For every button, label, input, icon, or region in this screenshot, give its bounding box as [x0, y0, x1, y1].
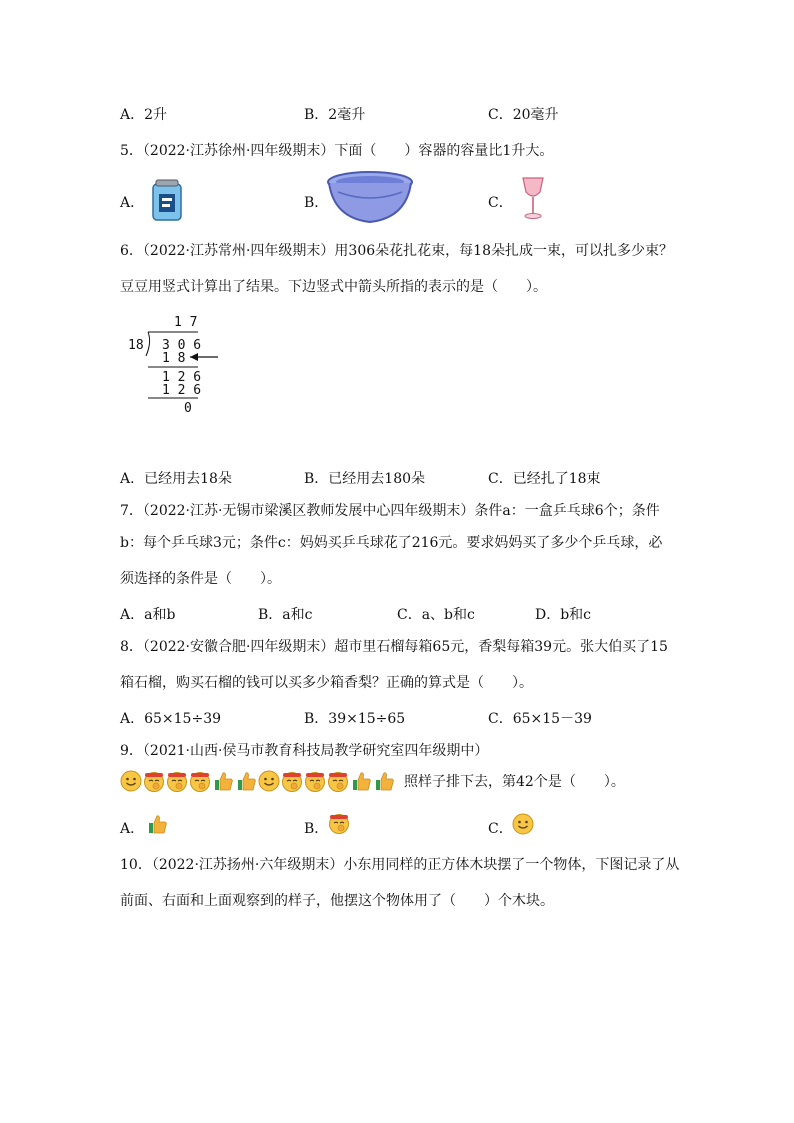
q8-stem-line2: 箱石榴，购买石榴的钱可以买多少箱香梨？正确的算式是（ ）。: [120, 675, 533, 691]
thinking-face-icon: [304, 770, 326, 792]
thumbs-up-icon: [350, 770, 372, 792]
q7-stem-line3: 须选择的条件是（ ）。: [120, 571, 281, 587]
q5-option-b-label[interactable]: B．: [304, 195, 329, 211]
q10-stem-line1: 10．（2022·江苏扬州·六年级期末）小东用同样的正方体木块摆了一个物体，下图记录了从: [120, 857, 680, 873]
q7-option-c[interactable]: C．a、b和c: [397, 607, 475, 623]
q6-option-a[interactable]: A．已经用去18朵: [120, 471, 232, 487]
remainder: 0: [184, 401, 192, 416]
q7-option-b[interactable]: B．a和c: [258, 607, 313, 623]
smile-icon: [258, 770, 280, 792]
wine-glass-icon: [520, 176, 546, 222]
q10-stem-line2: 前面、右面和上面观察到的样子，他摆这个物体用了（ ）个木块。: [120, 893, 554, 909]
thinking-face-icon: [166, 770, 188, 792]
smile-icon: [120, 770, 142, 792]
thinking-face-icon: [143, 770, 165, 792]
q8-option-c[interactable]: C．65×15－39: [488, 711, 592, 727]
q5-option-c-label[interactable]: C．: [488, 195, 513, 211]
thumbs-up-icon: [146, 813, 168, 835]
q8-option-a[interactable]: A．65×15÷39: [120, 711, 222, 727]
quotient: 1 7: [174, 315, 198, 330]
q8-option-b[interactable]: B．39×15÷65: [304, 711, 406, 727]
step2-product: 1 2 6: [162, 383, 202, 398]
step2-partial: 1 2 6: [162, 370, 202, 385]
division-lines: [118, 312, 228, 422]
thinking-face-icon: [189, 770, 211, 792]
dividend: 3 0 6: [162, 338, 202, 353]
thinking-face-icon: [327, 770, 349, 792]
divisor: 18: [128, 338, 144, 353]
q7-stem-line1: 7．（2022·江苏·无锡市梁溪区教师发展中心四年级期末）条件a：一盒乒乓球6个；条件: [120, 503, 660, 519]
q7-stem-line2: b：每个乒乓球3元；条件c：妈妈买乒乓球花了216元。要求妈妈买了多少个乒乓球，必: [120, 535, 663, 551]
step1-product: 1 8: [162, 351, 186, 366]
basin-icon: [326, 170, 414, 228]
long-division: [118, 312, 228, 422]
q6-stem-line1: 6．（2022·江苏常州·四年级期末）用306朵花扎花束，每18朵扎成一束，可以扎多少束？: [120, 243, 673, 259]
q9-option-b-label[interactable]: B．: [304, 821, 329, 837]
q4-option-c[interactable]: C．20毫升: [488, 107, 559, 123]
q4-option-b[interactable]: B．2毫升: [304, 107, 366, 123]
q7-option-a[interactable]: A．a和b: [120, 607, 176, 623]
thumbs-up-icon: [373, 770, 395, 792]
q5-stem: 5．（2022·江苏徐州·四年级期末）下面（ ）容器的容量比1升大。: [120, 143, 554, 159]
q6-stem-line2: 豆豆用竖式计算出了结果。下边竖式中箭头所指的表示的是（ ）。: [120, 279, 547, 295]
q6-option-c[interactable]: C．已经扎了18束: [488, 471, 601, 487]
q9-stem-after: 照样子排下去，第42个是（ ）。: [404, 774, 625, 790]
thinking-face-icon: [281, 770, 303, 792]
q8-stem-line1: 8．（2022·安徽合肥·四年级期末）超市里石榴每箱65元，香梨每箱39元。张大伯买了15: [120, 639, 668, 655]
thumbs-up-icon: [212, 770, 234, 792]
thinking-face-icon: [328, 812, 350, 834]
q9-stem: 9．（2021·山西·侯马市教育科技局教学研究室四年级期中）: [120, 743, 489, 759]
q9-option-c-label[interactable]: C．: [488, 821, 513, 837]
smile-icon: [512, 813, 534, 835]
can-icon: [150, 178, 184, 222]
q4-option-a[interactable]: A．2升: [120, 107, 168, 123]
q9-option-a-label[interactable]: A．: [120, 821, 145, 837]
thumbs-up-icon: [235, 770, 257, 792]
q6-option-b[interactable]: B．已经用去180朵: [304, 471, 426, 487]
q7-option-d[interactable]: D．b和c: [535, 607, 592, 623]
emoji-sequence: [120, 770, 625, 792]
q5-option-a-label[interactable]: A．: [120, 195, 145, 211]
